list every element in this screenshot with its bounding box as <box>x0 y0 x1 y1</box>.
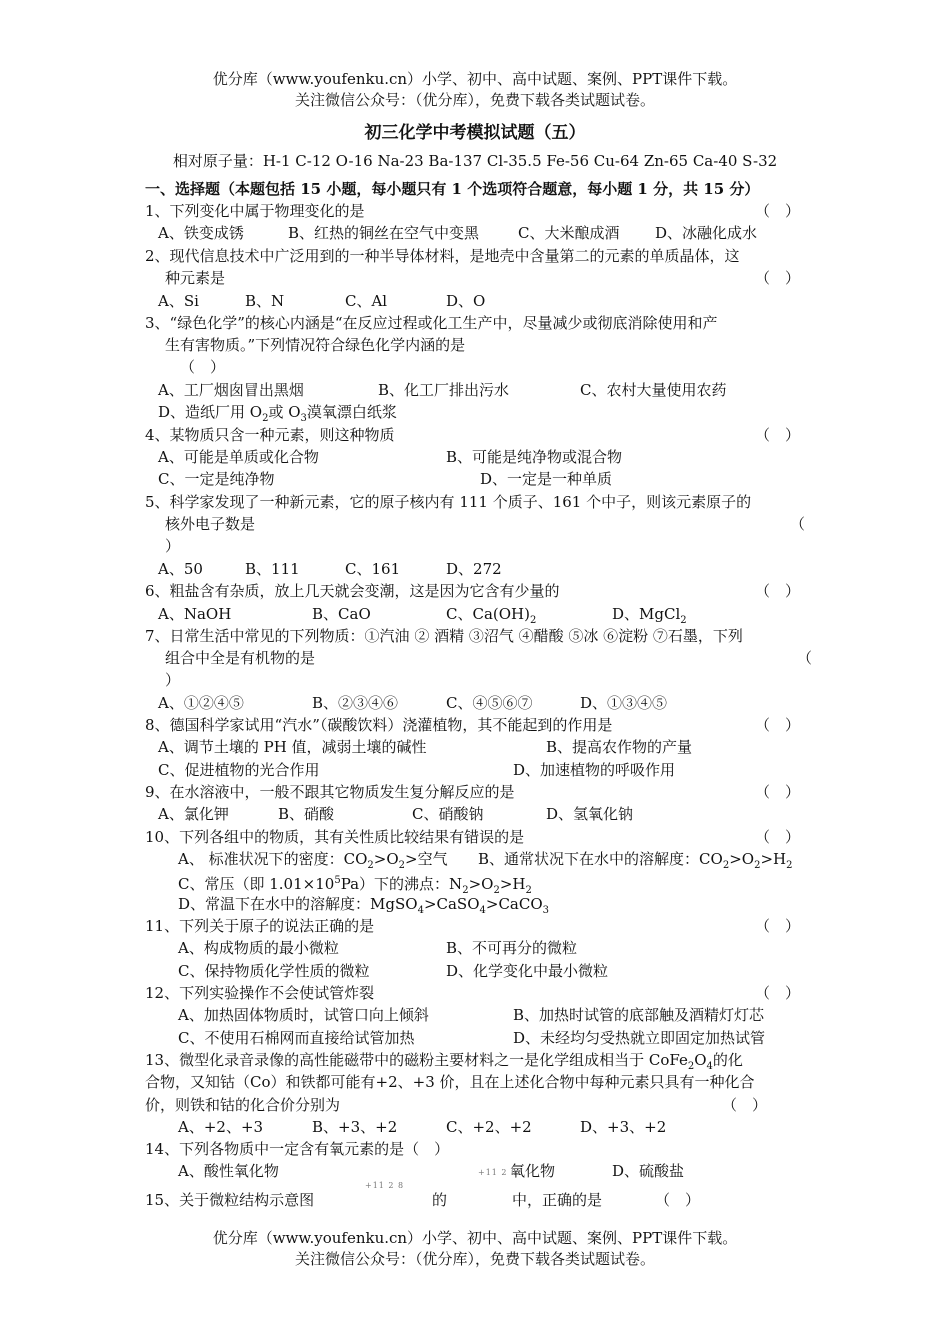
atom-structure-diagram: +11 2 8 <box>365 1181 405 1190</box>
q6-option-d: D、MgCl$_2$ <box>612 605 687 626</box>
q1-option-b: B、红热的铜丝在空气中变黑 <box>288 224 480 242</box>
q10-option-a: A、 标准状况下的密度：$CO_2>O_2>$空气 <box>178 850 448 871</box>
q2-option-d: D、O <box>446 292 486 310</box>
q6-stem: 6、粗盐含有杂质，放上几天就会变潮，这是因为它含有少量的 <box>145 582 560 600</box>
q11-option-b: B、不可再分的微粒 <box>446 939 578 957</box>
q14-option-fragment: 氧化物 <box>510 1162 556 1180</box>
q15-fragment-2: 中，正确的是 <box>512 1191 603 1209</box>
q7-option-d: D、①③④⑤ <box>580 694 668 712</box>
q2-option-b: B、N <box>245 292 285 310</box>
q5-option-d: D、272 <box>446 560 502 578</box>
q1-stem: 1、下列变化中属于物理变化的是 <box>145 202 365 220</box>
q4-stem: 4、某物质只含一种元素，则这种物质 <box>145 426 395 444</box>
q10-answer-paren: （ ） <box>755 828 801 846</box>
q3-option-a: A、工厂烟囱冒出黑烟 <box>158 381 304 399</box>
q9-stem: 9、在水溶液中，一般不跟其它物质发生复分解反应的是 <box>145 783 515 801</box>
q10-option-c: C、常压（即 $1.01\times 10^5Pa$）下的沸点：$N_2>O_2>H_2$ <box>178 875 532 896</box>
q1-option-a: A、铁变成锈 <box>158 224 244 242</box>
q12-option-d: D、未经均匀受热就立即固定加热试管 <box>513 1029 766 1047</box>
q4-option-c: C、一定是纯净物 <box>158 470 275 488</box>
q3-stem-2: 生有害物质。”下列情况符合绿色化学内涵的是 <box>165 336 466 354</box>
section-heading: 一、选择题（本题包括 15 小题，每小题只有 1 个选项符合题意，每小题 1 分，共 15 分） <box>145 180 760 198</box>
q9-option-a: A、氯化钾 <box>158 805 229 823</box>
q12-option-b: B、加热时试管的底部触及酒精灯灯芯 <box>513 1006 765 1024</box>
q5-option-a: A、50 <box>158 560 203 578</box>
header-line-2: 关注微信公众号：（优分库），免费下载各类试题试卷。 <box>294 91 655 109</box>
q3-option-c: C、农村大量使用农药 <box>580 381 727 399</box>
header-line-1: 优分库（www.youfenku.cn）小学、初中、高中试题、案例、PPT课件下载。 <box>212 70 738 88</box>
q9-option-b: B、硝酸 <box>278 805 335 823</box>
q15-stem: 15、关于微粒结构示意图 <box>145 1191 315 1209</box>
q7-option-c: C、④⑤⑥⑦ <box>446 694 533 712</box>
q6-option-a: A、NaOH <box>158 605 232 623</box>
q5-stem-2: 核外电子数是 <box>165 515 256 533</box>
q13-option-c: C、+2、+2 <box>446 1118 532 1136</box>
q2-option-c: C、Al <box>345 292 388 310</box>
q4-answer-paren: （ ） <box>755 426 801 444</box>
q2-stem-1: 2、现代信息技术中广泛用到的一种半导体材料，是地壳中含量第二的元素的单质晶体，这 <box>145 247 740 265</box>
q4-option-d: D、一定是一种单质 <box>480 470 613 488</box>
q8-stem: 8、德国科学家试用“汽水”（碳酸饮料）浇灌植物，其不能起到的作用是 <box>145 716 613 734</box>
q12-stem: 12、下列实验操作不会使试管炸裂 <box>145 984 375 1002</box>
q13-stem-1: 13、微型化录音录像的高性能磁带中的磁粉主要材料之一是化学组成相当于 $CoFe_2O_4$的化 <box>145 1051 743 1072</box>
q3-stem-1: 3、“绿色化学”的核心内涵是“在反应过程或化工生产中，尽量减少或彻底消除使用和产 <box>145 314 718 332</box>
q13-stem-3: 价，则铁和钴的化合价分别为 <box>145 1096 341 1114</box>
q2-answer-paren: （ ） <box>755 269 801 287</box>
q7-paren-left: （ <box>797 649 813 667</box>
q2-option-a: A、Si <box>158 292 199 310</box>
q5-paren-left: （ <box>790 515 806 533</box>
q10-option-d: D、常温下在水中的溶解度：MgSO$_4$>CaSO$_4$>CaCO$_3$ <box>178 895 550 916</box>
q7-paren-right: ） <box>165 671 181 689</box>
q10-option-b: B、通常状况下在水中的溶解度：$CO_2>O_2>H_2$ <box>478 850 793 871</box>
q7-stem-2: 组合中全是有机物的是 <box>165 649 316 667</box>
atom-structure-diagram: +11 2 8 <box>478 1168 518 1177</box>
q7-option-b: B、②③④⑥ <box>312 694 399 712</box>
q11-stem: 11、下列关于原子的说法正确的是 <box>145 917 375 935</box>
q15-fragment-1: 的 <box>432 1191 448 1209</box>
q13-option-a: A、+2、+3 <box>178 1118 264 1136</box>
q12-answer-paren: （ ） <box>755 984 801 1002</box>
q5-option-b: B、111 <box>245 560 300 578</box>
q1-option-d: D、冰融化成水 <box>655 224 758 242</box>
q9-option-c: C、硝酸钠 <box>412 805 484 823</box>
q14-option-d: D、硫酸盐 <box>612 1162 685 1180</box>
q11-option-a: A、构成物质的最小微粒 <box>178 939 339 957</box>
q6-option-b: B、CaO <box>312 605 371 623</box>
q13-stem-2: 合物，又知钴（Co）和铁都可能有+2、+3 价，且在上述化合物中每种元素只具有一种化合 <box>145 1073 755 1091</box>
atomic-masses: 相对原子量：H-1 C-12 O-16 Na-23 Ba-137 Cl-35.5 Fe-56 Cu-64 Zn-65 Ca-40 S-32 <box>172 152 778 170</box>
q15-answer-paren: （ ） <box>655 1191 701 1209</box>
q11-answer-paren: （ ） <box>755 917 801 935</box>
q8-option-c: C、促进植物的光合作用 <box>158 761 320 779</box>
q9-option-d: D、氢氧化钠 <box>546 805 634 823</box>
q2-stem-2: 种元素是 <box>165 269 226 287</box>
q5-paren-right: ） <box>165 537 181 555</box>
q7-stem-1: 7、日常生活中常见的下列物质：①汽油 ② 酒精 ③沼气 ④醋酸 ⑤冰 ⑥淀粉 ⑦石墨，下列 <box>145 627 743 645</box>
q7-option-a: A、①②④⑤ <box>158 694 244 712</box>
q3-option-d: D、造纸厂用 $O_2$或 $O_3$漠氧漂白纸浆 <box>158 403 397 424</box>
q11-option-d: D、化学变化中最小微粒 <box>446 962 609 980</box>
q3-answer-paren: （ ） <box>180 358 226 376</box>
q4-option-b: B、可能是纯净物或混合物 <box>446 448 623 466</box>
q14-option-a: A、酸性氧化物 <box>178 1162 279 1180</box>
q6-option-c: C、$Ca(OH)_2$ <box>446 605 537 626</box>
page-title: 初三化学中考模拟试题（五） <box>364 123 586 143</box>
q11-option-c: C、保持物质化学性质的微粒 <box>178 962 370 980</box>
q12-option-c: C、不使用石棉网而直接给试管加热 <box>178 1029 415 1047</box>
q6-answer-paren: （ ） <box>755 582 801 600</box>
q8-answer-paren: （ ） <box>755 716 801 734</box>
q5-option-c: C、161 <box>345 560 401 578</box>
q13-option-b: B、+3、+2 <box>312 1118 398 1136</box>
q12-option-a: A、加热固体物质时，试管口向上倾斜 <box>178 1006 429 1024</box>
q4-option-a: A、可能是单质或化合物 <box>158 448 319 466</box>
q14-stem: 14、下列各物质中一定含有氧元素的是（ ） <box>145 1140 450 1158</box>
footer-line-1: 优分库（www.youfenku.cn）小学、初中、高中试题、案例、PPT课件下载。 <box>212 1229 738 1247</box>
q1-option-c: C、大米酿成酒 <box>518 224 620 242</box>
q1-answer-paren: （ ） <box>755 202 801 220</box>
q8-option-b: B、提高农作物的产量 <box>546 738 693 756</box>
q13-answer-paren: （ ） <box>722 1096 768 1114</box>
q5-stem-1: 5、科学家发现了一种新元素，它的原子核内有 111 个质子、161 个中子，则该元素原子的 <box>145 493 752 511</box>
q10-stem: 10、下列各组中的物质，其有关性质比较结果有错误的是 <box>145 828 525 846</box>
q3-option-b: B、化工厂排出污水 <box>378 381 510 399</box>
q13-option-d: D、+3、+2 <box>580 1118 667 1136</box>
q9-answer-paren: （ ） <box>755 783 801 801</box>
footer-line-2: 关注微信公众号：（优分库），免费下载各类试题试卷。 <box>294 1250 655 1268</box>
q8-option-a: A、调节土壤的 PH 值，减弱土壤的碱性 <box>158 738 427 756</box>
q8-option-d: D、加速植物的呼吸作用 <box>513 761 676 779</box>
